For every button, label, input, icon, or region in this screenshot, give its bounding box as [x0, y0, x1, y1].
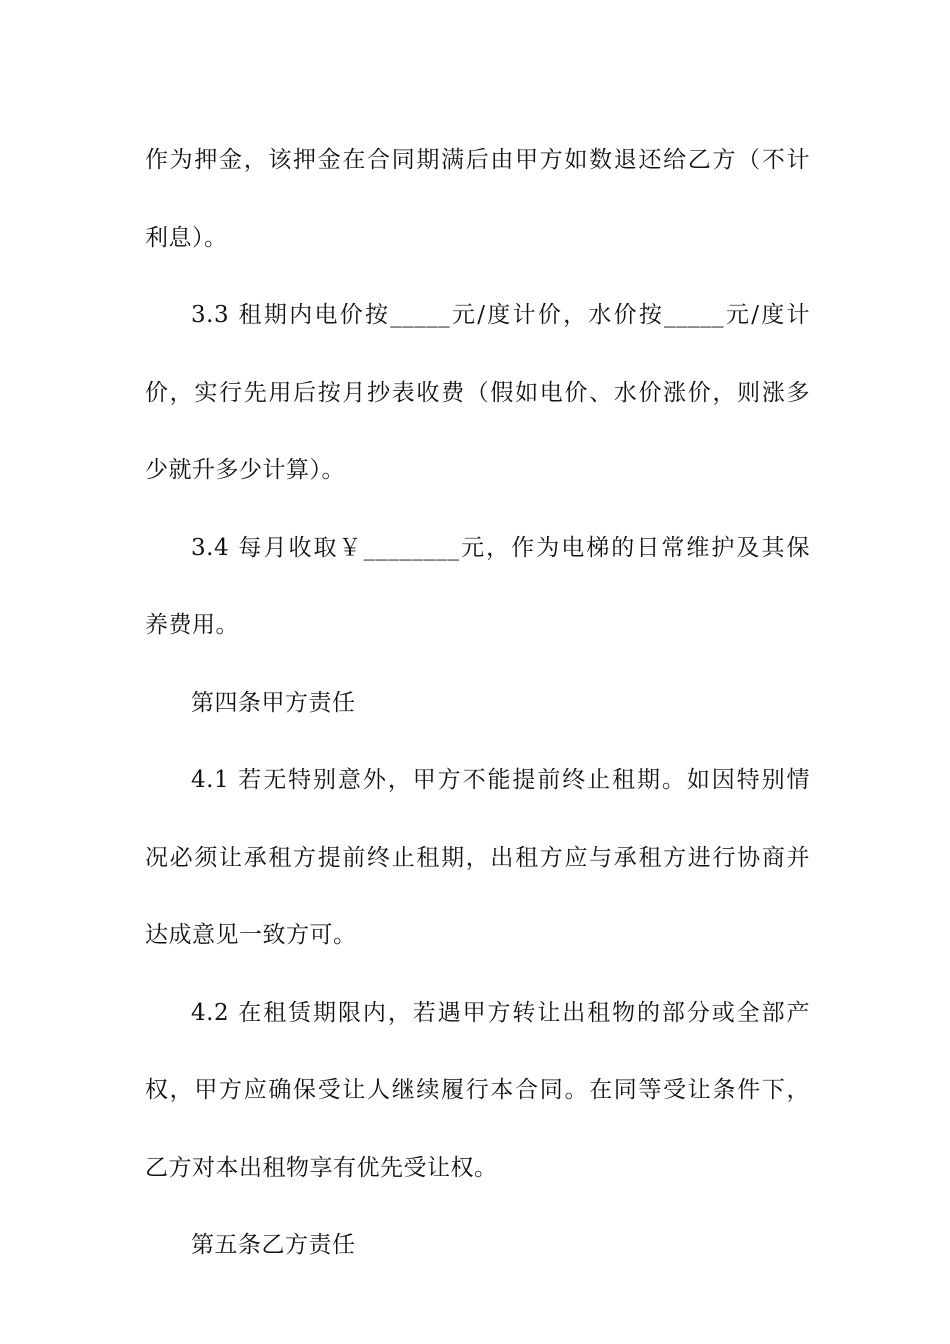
clause-4-1: 4.1 若无特别意外，甲方不能提前终止租期。如因特别情 [191, 767, 810, 793]
document-body [145, 122, 810, 1285]
clause-4-2: 4.2 在租赁期限内，若遇甲方转让出租物的部分或全部产 [191, 999, 810, 1026]
text-line: 价，实行先用后按月抄表收费（假如电价、水价涨价，则涨多 [145, 379, 810, 406]
section-heading-4: 第四条甲方责任 [191, 689, 356, 716]
section-heading-5: 第五条乙方责任 [191, 1232, 356, 1258]
text-line: 况必须让承租方提前终止租期，出租方应与承租方进行协商并 [145, 844, 810, 871]
clause-3-3: 3.3 租期内电价按_____元/度计价，水价按_____元/度计 [191, 302, 810, 328]
text-line: 达成意见一致方可。 [145, 922, 357, 948]
clause-3-4: 3.4 每月收取￥________元，作为电梯的日常维护及其保 [191, 534, 810, 561]
text-line: 乙方对本出租物享有优先受让权。 [145, 1154, 498, 1181]
text-line: 利息）。 [145, 224, 228, 251]
text-line: 作为押金，该押金在合同期满后由甲方如数退还给乙方（不计 [145, 147, 810, 173]
text-line: 权，甲方应确保受让人继续履行本合同。在同等受让条件下， [145, 1077, 810, 1103]
text-line: 少就升多少计算）。 [145, 457, 345, 483]
text-line: 养费用。 [145, 612, 239, 638]
